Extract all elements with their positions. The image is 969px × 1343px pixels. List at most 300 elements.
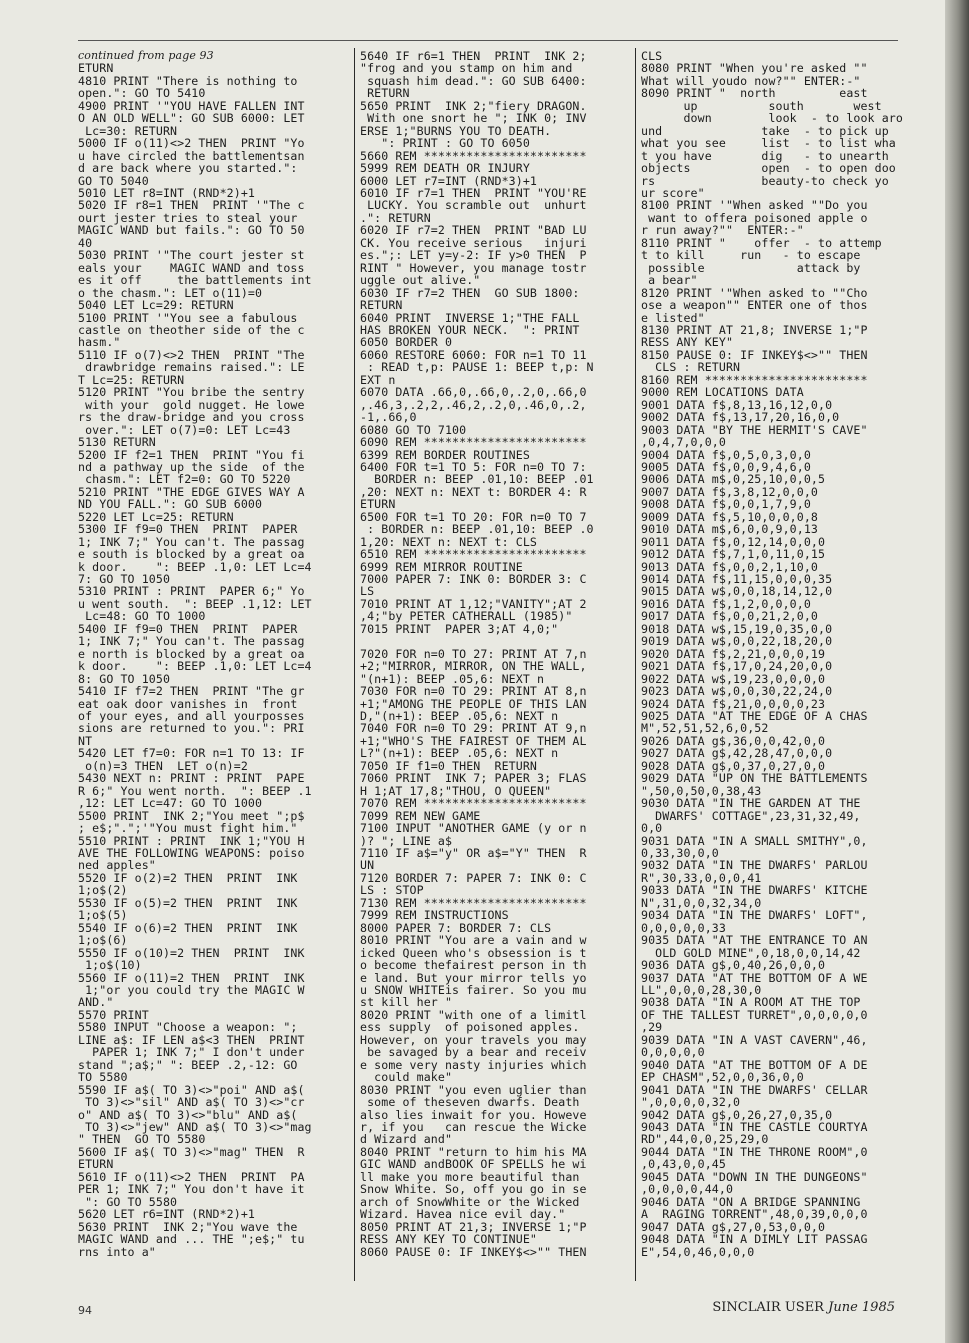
code-line: 9009 DATA f$,5,10,0,0,0,8 [641, 509, 819, 524]
code-line: open.": GO TO 5410 [78, 86, 206, 101]
code-line [360, 635, 628, 647]
code-line: 9048 DATA "IN A DIMLY LIT PASSAG [641, 1232, 868, 1247]
code-line: EXT n [360, 372, 396, 387]
code-line: 5110 IF o(7)<>2 THEN PRINT "The [78, 347, 305, 362]
code-line: ,0,4,7,0,0,0 [641, 435, 726, 450]
code-line: up south west [641, 98, 882, 113]
code-line: 6010 IF r7=1 THEN PRINT "YOU'RE [360, 185, 587, 200]
code-line: ose a weapon"" ENTER one of thos [641, 298, 868, 313]
code-line: 6080 GO TO 7100 [360, 422, 467, 437]
code-line: 9022 DATA w$,19,23,0,0,0,0 [641, 671, 826, 686]
code-line: 0,0,0,0,0,33 [641, 920, 726, 935]
code-line: A RAGING TORRENT",48,0,39,0,0,0 [641, 1207, 868, 1222]
code-line: 7030 FOR n=0 TO 29: PRINT AT 8,n [360, 684, 587, 699]
code-line: be savaged by a bear and receiv [360, 1045, 587, 1060]
code-line: TO 3)<>"jew" AND a$( TO 3)<>"mag [78, 1119, 312, 1134]
code-line: 9005 DATA f$,0,0,9,4,6,0 [641, 459, 811, 474]
code-line: 5220 LET Lc=25: RETURN [78, 509, 234, 524]
listing-column-1 [78, 50, 346, 1280]
code-line: ,29 [641, 1020, 663, 1035]
code-line: st kill her " [360, 995, 453, 1010]
code-line: 7120 BORDER 7: PAPER 7: INK 0: C [360, 870, 587, 885]
code-line: 9004 DATA f$,0,5,0,3,0,0 [641, 447, 811, 462]
code-line: 5310 PRINT : PRINT PAPER 6;" Yo [78, 584, 305, 599]
code-line: 5500 PRINT INK 2;"You meet ";p$ [78, 808, 305, 823]
code-line: 6070 DATA .66,0,.66,0,.2,0,.66,0 [360, 385, 587, 400]
code-line: 1;"or you could try the MAGIC W [78, 982, 305, 997]
code-line: rns into a" [78, 1244, 156, 1259]
code-line: LUCKY. You scramble out unhurt [360, 198, 587, 213]
code-line: ND YOU FALL.": GO SUB 6000 [78, 497, 263, 512]
code-line: 8: GO TO 1050 [78, 671, 171, 686]
code-line: : BORDER n: BEEP .01,10: BEEP .0 [360, 522, 594, 537]
publication-name: SINCLAIR USER [712, 1300, 824, 1315]
code-line: 5660 REM *********************** [360, 148, 587, 163]
code-line: BORDER n: BEEP .01,10: BEEP .01 [360, 472, 594, 487]
code-line: What will youdo now?"" ENTER:-" [641, 73, 861, 88]
code-line: 5600 IF a$( TO 3)<>"mag" THEN R [78, 1144, 305, 1159]
code-line: RD",44,0,0,25,29,0 [641, 1132, 769, 1147]
code-line: 7110 IF a$="y" OR a$="Y" THEN R [360, 846, 587, 860]
code-line: DWARFS' COTTAGE",23,31,32,49, [641, 808, 861, 823]
code-line: t to kill run - to escape [641, 248, 861, 263]
code-line: M",52,51,52,6,0,52 [641, 721, 769, 736]
code-line: 8090 PRINT " north east [641, 86, 868, 101]
code-line: 5420 LET f7=0: FOR n=1 TO 13: IF [78, 746, 305, 761]
code-line: rs the draw-bridge and you cross [78, 410, 305, 425]
code-line: 4810 PRINT "There is nothing to [78, 73, 298, 88]
code-line: e north is blocked by a great oa [78, 646, 305, 661]
code-line: 7050 IF f1=0 THEN RETURN [360, 758, 538, 773]
code-line: 9043 DATA "IN THE CASTLE COURTYA [641, 1119, 868, 1134]
listing-column-2 [360, 50, 628, 1280]
code-line: d Wizard and" [360, 1132, 453, 1147]
code-line: k door. ": BEEP .1,0: LET Lc=4 [78, 659, 312, 674]
code-line: LINE a$: IF LEN a$<3 THEN PRINT [78, 1032, 305, 1047]
code-line: 9000 REM LOCATIONS DATA [641, 385, 804, 400]
code-line: 8050 PRINT AT 21,3; INVERSE 1;"P [360, 1219, 587, 1234]
code-line: 5000 IF o(11)<>2 THEN PRINT "Yo [78, 136, 305, 151]
code-line: u have circled the battlementsan [78, 148, 305, 163]
code-line: 5010 LET r8=INT (RND*2)+1 [78, 185, 256, 200]
code-line: 9003 DATA "BY THE HERMIT'S CAVE" [641, 422, 868, 437]
code-line: ,0,43,0,0,45 [641, 1157, 726, 1172]
code-line: 1;o$(10) [78, 958, 142, 973]
code-line: OF THE TALLEST TURRET",0,0,0,0,0 [641, 1007, 868, 1022]
code-line: ERSE 1;"BURNS YOU TO DEATH. [360, 123, 552, 138]
code-line: AVE THE FOLLOWING WEAPONS: poiso [78, 846, 305, 860]
code-line: 9030 DATA "IN THE GARDEN AT THE [641, 796, 861, 811]
code-line: 6030 IF r7=2 THEN GO SUB 1800: [360, 285, 580, 300]
code-line: 7100 INPUT "ANOTHER GAME (y or n [360, 821, 587, 836]
code-line: down look - to look aro [641, 111, 903, 126]
code-line: 5999 REM DEATH OR INJURY [360, 161, 530, 176]
code-line: 9047 DATA g$,27,0,53,0,0,0 [641, 1219, 826, 1234]
code-line: eat oak door vanishes in front [78, 696, 298, 711]
code-line: " THEN GO TO 5580 [78, 1132, 206, 1147]
code-line: 9001 DATA f$,8,13,16,12,0,0 [641, 397, 833, 412]
code-line: d are back where you started.": [78, 161, 298, 176]
code-line: 9010 DATA m$,6,0,0,9,0,13 [641, 522, 819, 537]
code-line: hasm." [78, 335, 121, 350]
code-line: ,0,0,0,0,44,0 [641, 1182, 734, 1197]
code-line: GIC WAND andBOOK OF SPELLS he wi [360, 1157, 587, 1172]
code-line: eals your MAGIC WAND and toss [78, 260, 305, 275]
code-line: HAS BROKEN YOUR NECK. ": PRINT [360, 322, 580, 337]
code-line: ll make you more beautiful than [360, 1169, 580, 1184]
code-line: objects open - to open doo [641, 161, 896, 176]
code-line: LL",0,0,0,28,30,0 [641, 982, 762, 997]
code-line: 6040 PRINT INVERSE 1;"THE FALL [360, 310, 580, 325]
code-line: 8010 PRINT "You are a vain and w [360, 933, 587, 948]
code-line: 8000 PAPER 7: BORDER 7: CLS [360, 920, 552, 935]
code-line: 5540 IF o(6)=2 THEN PRINT INK [78, 920, 298, 935]
code-line: 9024 DATA f$,21,0,0,0,0,23 [641, 696, 826, 711]
code-line: 4900 PRINT '"YOU HAVE FALLEN INT [78, 98, 305, 113]
code-line: AND." [78, 995, 114, 1010]
code-line: 1,20: NEXT n: NEXT t: CLS [360, 534, 538, 549]
code-line: ",0,0,0,0,32,0 [641, 1095, 741, 1110]
code-line: 1; INK 7;" You can't. The passag [78, 634, 305, 649]
code-line: EP CHASM",52,0,0,36,0,0 [641, 1070, 804, 1085]
code-line: icked Queen who's obsession is t [360, 945, 587, 960]
code-line: 8030 PRINT "you even uglier than [360, 1082, 587, 1097]
code-line: 7010 PRINT AT 1,12;"VANITY";AT 2 [360, 596, 587, 611]
code-line: u SNOW WHITEis fairer. So you mu [360, 982, 587, 997]
code-line: 6020 IF r7=2 THEN PRINT "BAD LU [360, 223, 587, 238]
code-line: 9021 DATA f$,17,0,24,20,0,0 [641, 659, 833, 674]
code-line: 6400 FOR t=1 TO 5: FOR n=0 TO 7: [360, 459, 587, 474]
code-line: es it off the battlements int [78, 273, 312, 288]
code-line: 9012 DATA f$,7,1,0,11,0,15 [641, 547, 826, 562]
code-line: "frog and you stamp on him and [360, 61, 573, 76]
code-line: 7015 PRINT PAPER 3;AT 4,0;" [360, 621, 559, 636]
code-line: es.";: LET y=y-2: IF y>0 THEN P [360, 248, 587, 263]
code-line: what you see list - to list wha [641, 136, 896, 151]
code-line: LS : STOP [360, 883, 424, 898]
code-line: 9038 DATA "IN A ROOM AT THE TOP [641, 995, 861, 1010]
code-line: ; e$;".";'"You must fight him." [78, 821, 298, 836]
code-line: 8080 PRINT "When you're asked "" [641, 61, 868, 76]
code-line: Lc=30: RETURN [78, 123, 178, 138]
page-edge-shadow [945, 0, 969, 1343]
code-line: 7099 REM NEW GAME [360, 808, 481, 823]
code-line: o(n)=3 THEN LET o(n)=2 [78, 758, 248, 773]
listing-column-3 [641, 50, 907, 1280]
code-line: u went south. ": BEEP .1,12: LET [78, 596, 312, 611]
code-line: 9017 DATA f$,0,0,21,2,0,0 [641, 609, 819, 624]
code-line: 8120 PRINT '"When asked to ""Cho [641, 285, 868, 300]
code-line: -1,.66,0 [360, 410, 417, 425]
code-line: 5630 PRINT INK 2;"You wave the [78, 1219, 298, 1234]
code-line: ,.46,3,.2,2,.46,2,.2,0,.46,0,.2, [360, 397, 587, 412]
code-line: 6500 FOR t=1 TO 20: FOR n=0 TO 7 [360, 509, 587, 524]
code-line: 9014 DATA f$,11,15,0,0,0,35 [641, 572, 833, 587]
code-line: 6510 REM *********************** [360, 547, 587, 562]
code-line: CLS : RETURN [641, 360, 741, 375]
code-line: 40 [78, 235, 93, 250]
code-line: o become thefairest person in th [360, 958, 587, 973]
code-line: However, on your travels you may [360, 1032, 587, 1047]
code-line: LS [360, 584, 375, 599]
code-line: 5410 IF f7=2 THEN PRINT "The gr [78, 684, 305, 699]
code-line: 9032 DATA "IN THE DWARFS' PARLOU [641, 858, 868, 873]
code-line: ": PRINT : GO TO 6050 [360, 136, 530, 151]
code-line: PAPER 1; INK 7;" I don't under [78, 1045, 305, 1060]
code-line: PER 1; INK 7;" You don't have it [78, 1182, 305, 1197]
code-line: .": RETURN [360, 210, 431, 225]
code-line: 6060 RESTORE 6060: FOR n=1 TO 11 [360, 347, 587, 362]
code-line: 9035 DATA "AT THE ENTRANCE TO AN [641, 933, 868, 948]
code-line: 9025 DATA "AT THE EDGE OF A CHAS [641, 709, 868, 724]
code-line: could make" [360, 1070, 453, 1085]
code-line: 9018 DATA w$,15,19,0,35,0,0 [641, 621, 833, 636]
code-line: RETURN [360, 86, 410, 101]
code-line: 9045 DATA "DOWN IN THE DUNGEONS" [641, 1169, 868, 1184]
code-line: MAGIC WAND and ... THE ";e$;" tu [78, 1232, 305, 1247]
code-line: 9002 DATA f$,13,17,20,16,0,0 [641, 410, 840, 425]
code-line: 9034 DATA "IN THE DWARFS' LOFT", [641, 908, 868, 923]
code-line: drawbridge remains raised.": LE [78, 360, 305, 375]
code-line: With one snort he "; INK 0; INV [360, 111, 587, 126]
code-line: ,4;"by PETER CATHERALL (1985)" [360, 609, 573, 624]
code-line: uggle out alive." [360, 273, 481, 288]
code-line: NT [78, 733, 93, 748]
code-line: stand ";a$;" ": BEEP .2,-12: GO [78, 1057, 298, 1072]
code-line: 8100 PRINT '"When asked ""Do you [641, 198, 868, 213]
code-line: MAGIC WAND but fails.": GO TO 50 [78, 223, 305, 238]
code-line: 5650 PRINT INK 2;"fiery DRAGON. [360, 98, 587, 113]
code-line: D,"(n+1): BEEP .05,6: NEXT n [360, 709, 559, 724]
code-line: 9042 DATA g$,0,26,27,0,35,0 [641, 1107, 833, 1122]
code-line: R 6;" You went north. ": BEEP .1 [78, 783, 312, 798]
code-line: 9041 DATA "IN THE DWARFS' CELLAR [641, 1082, 868, 1097]
code-line: und take - to pick up [641, 123, 889, 138]
code-line: 7070 REM *********************** [360, 796, 587, 811]
code-line: 5610 IF o(11)<>2 THEN PRINT PA [78, 1169, 305, 1184]
code-line: 6999 REM MIRROR ROUTINE [360, 559, 523, 574]
code-line: 7130 REM *********************** [360, 895, 587, 910]
code-line: 0,0,0,0,0 [641, 1045, 705, 1060]
code-line: 5020 IF r8=1 THEN PRINT '"The c [78, 198, 305, 213]
code-line: e some very nasty injuries which [360, 1057, 587, 1072]
code-line: : READ t,p: PAUSE 1: BEEP t,p: N [360, 360, 594, 375]
code-line: 1;o$(2) [78, 883, 128, 898]
code-line: possible attack by [641, 260, 861, 275]
code-line: ,20: NEXT n: NEXT t: BORDER 4: R [360, 484, 587, 499]
publication-footer [712, 1300, 895, 1315]
code-line: CLS [641, 50, 663, 63]
code-line: L?"(n+1): BEEP .05,6: NEXT n [360, 746, 559, 761]
code-line: 5130 RETURN [78, 435, 156, 450]
code-line: 8110 PRINT " offer - to attemp [641, 235, 882, 250]
code-line: UN [360, 858, 375, 873]
code-line: 5200 IF f2=1 THEN PRINT "You fi [78, 447, 305, 462]
code-line: ": GO TO 5580 [78, 1194, 178, 1209]
code-line: 9020 DATA f$,2,21,0,0,0,19 [641, 646, 826, 661]
top-rule [78, 40, 898, 41]
code-line: castle on theother side of the c [78, 322, 305, 337]
code-line: ess supply of poisoned apples. [360, 1020, 580, 1035]
code-line: 9011 DATA f$,0,12,14,0,0,0 [641, 534, 826, 549]
code-line: 9008 DATA f$,0,0,1,7,9,0 [641, 497, 811, 512]
code-line: 6000 LET r7=INT (RND*3)+1 [360, 173, 538, 188]
code-line: )? "; LINE a$ [360, 833, 453, 848]
code-line: T Lc=25: RETURN [78, 372, 185, 387]
code-line: o the chasm.": LET o(11)=0 [78, 285, 263, 300]
code-line: RETURN [360, 298, 403, 313]
code-line: ,12: LET Lc=47: GO TO 1000 [78, 796, 263, 811]
code-line: 5550 IF o(10)=2 THEN PRINT INK [78, 945, 305, 960]
code-line: ETURN [360, 497, 396, 512]
continued-note: continued from page 93 [78, 50, 214, 62]
code-line: 1;o$(5) [78, 908, 128, 923]
code-line: Snow White. So, off you go in se [360, 1182, 587, 1197]
code-line: 8160 REM *********************** [641, 372, 868, 387]
code-line: arch of SnowWhite or the Wicked [360, 1194, 580, 1209]
code-line: a bear" [641, 273, 698, 288]
code-line: 9015 DATA w$,0,0,18,14,12,0 [641, 584, 833, 599]
code-line: +1;"WHO'S THE FAIREST OF THEM AL [360, 733, 587, 748]
code-line: 5640 IF r6=1 THEN PRINT INK 2; [360, 50, 587, 63]
code-line: TO 5580 [78, 1070, 128, 1085]
code-line: with your gold nugget. He lowe [78, 397, 305, 412]
code-line: 5100 PRINT '"You see a fabulous [78, 310, 298, 325]
code-line: Lc=48: GO TO 1000 [78, 609, 206, 624]
code-line: 9046 DATA "ON A BRIDGE SPANNING [641, 1194, 861, 1209]
code-line: 9027 DATA g$,42,28,47,0,0,0 [641, 746, 833, 761]
code-line: chasm.": LET f2=0: GO TO 5220 [78, 472, 291, 487]
code-line: 5430 NEXT n: PRINT : PRINT PAPE [78, 771, 305, 786]
column-divider [354, 48, 355, 1281]
code-line: 7000 PAPER 7: INK 0: BORDER 3: C [360, 572, 587, 587]
code-line: 9029 DATA "UP ON THE BATTLEMENTS [641, 771, 868, 786]
code-line: 6090 REM *********************** [360, 435, 587, 450]
code-line: r, if you can rescue the Wicke [360, 1119, 587, 1134]
code-line: 9019 DATA w$,0,0,22,18,20,0 [641, 634, 833, 649]
code-line: 0,33,30,0,0 [641, 846, 719, 860]
code-line: 9031 DATA "IN A SMALL SMITHY",0, [641, 833, 868, 848]
code-line: ",50,0,50,0,38,43 [641, 783, 762, 798]
code-line: RESS ANY KEY TO CONTINUE" [360, 1232, 538, 1247]
page-number: 94 [78, 1304, 92, 1317]
issue-date: June 1985 [828, 1300, 895, 1315]
code-line: ETURN [78, 61, 114, 76]
code-line: k door. ": BEEP .1,0: LET Lc=4 [78, 559, 312, 574]
code-line: also lies inwait for you. Howeve [360, 1107, 587, 1122]
code-line: e listed" [641, 310, 705, 325]
code-line: R",30,33,0,0,0,41 [641, 870, 762, 885]
code-line: squash him dead.": GO SUB 6400: [360, 73, 587, 88]
code-line: 7040 FOR n=0 TO 29: PRINT AT 9,n [360, 721, 587, 736]
code-line: 1; INK 7;" You can't. The passag [78, 534, 305, 549]
code-line: ned apples" [78, 858, 156, 873]
code-line: want to offera poisoned apple o [641, 210, 868, 225]
code-line: 6399 REM BORDER ROUTINES [360, 447, 530, 462]
code-line: 8130 PRINT AT 21,8; INVERSE 1;"P [641, 322, 868, 337]
column-divider [635, 48, 636, 1281]
code-line: 9016 DATA f$,1,2,0,0,0,0 [641, 596, 811, 611]
code-line: 7020 FOR n=0 TO 27: PRINT AT 7,n [360, 646, 587, 661]
code-line: GO TO 5040 [78, 173, 149, 188]
code-line: 9028 DATA g$,0,37,0,27,0,0 [641, 758, 826, 773]
code-line: sions are returned to you.": PRI [78, 721, 305, 736]
code-line: 9013 DATA f$,0,0,2,1,10,0 [641, 559, 819, 574]
code-line: t you have dig - to unearth [641, 148, 889, 163]
code-line: ETURN [78, 1157, 114, 1172]
code-line: 5120 PRINT "You bribe the sentry [78, 385, 305, 400]
code-line: 5520 IF o(2)=2 THEN PRINT INK [78, 870, 298, 885]
code-line: nd a pathway up the side of the [78, 459, 305, 474]
code-line: 9044 DATA "IN THE THRONE ROOM",0 [641, 1144, 868, 1159]
code-line: 5300 IF f9=0 THEN PRINT PAPER [78, 522, 298, 537]
code-line: 9036 DATA g$,0,40,26,0,0,0 [641, 958, 826, 973]
code-line: Wizard. Havea nice evil day." [360, 1207, 566, 1222]
code-line: 8020 PRINT "with one of a limitl [360, 1007, 587, 1022]
code-line: 5510 PRINT : PRINT INK 1;"YOU H [78, 833, 305, 848]
code-line: OLD GOLD MINE",0,18,0,0,14,42 [641, 945, 861, 960]
code-line: RESS ANY KEY" [641, 335, 734, 350]
code-line: 5560 IF o(11)=2 THEN PRINT INK [78, 970, 305, 985]
code-line: "(n+1): BEEP .05,6: NEXT n [360, 671, 545, 686]
code-line: 5530 IF o(5)=2 THEN PRINT INK [78, 895, 298, 910]
code-line: 9007 DATA f$,3,8,12,0,0,0 [641, 484, 819, 499]
code-line: 8060 PAUSE 0: IF INKEY$<>"" THEN [360, 1244, 587, 1259]
code-line: of your eyes, and all yourposses [78, 709, 305, 724]
code-line: 5570 PRINT [78, 1007, 149, 1022]
code-line: RINT " However, you manage tostr [360, 260, 587, 275]
code-line: e south is blocked by a great oa [78, 547, 305, 562]
code-line: 6050 BORDER 0 [360, 335, 453, 350]
code-line: O AN OLD WELL": GO SUB 6000: LET [78, 111, 305, 126]
code-line: 9040 DATA "AT THE BOTTOM OF A DE [641, 1057, 868, 1072]
code-line: 7060 PRINT INK 7; PAPER 3; FLAS [360, 771, 587, 786]
code-line: 5620 LET r6=INT (RND*2)+1 [78, 1207, 256, 1222]
code-line: ourt jester tries to steal your [78, 210, 298, 225]
code-line: 9039 DATA "IN A VAST CAVERN",46, [641, 1032, 868, 1047]
code-line: 5400 IF f9=0 THEN PRINT PAPER [78, 621, 298, 636]
code-line: 1;o$(6) [78, 933, 128, 948]
code-line: 5580 INPUT "Choose a weapon: "; [78, 1020, 298, 1035]
code-line: 9023 DATA w$,0,0,30,22,24,0 [641, 684, 833, 699]
code-line: o" AND a$( TO 3)<>"blu" AND a$( [78, 1107, 298, 1122]
code-line: 9037 DATA "AT THE BOTTOM OF A WE [641, 970, 868, 985]
code-line: 9026 DATA g$,36,0,0,42,0,0 [641, 733, 826, 748]
code-line: ur score" [641, 185, 705, 200]
code-line: rs beauty-to check yo [641, 173, 889, 188]
code-line: 8150 PAUSE 0: IF INKEY$<>"" THEN [641, 347, 868, 362]
code-line: CK. You receive serious injuri [360, 235, 587, 250]
code-line: 0,0 [641, 821, 663, 836]
code-line: 5210 PRINT "THE EDGE GIVES WAY A [78, 484, 305, 499]
code-line: e land. But your mirror tells yo [360, 970, 587, 985]
code-line: H 1;AT 17,8;"THOU, O QUEEN" [360, 783, 552, 798]
code-line: 7: GO TO 1050 [78, 572, 171, 587]
code-line: 5030 PRINT '"The court jester st [78, 248, 305, 263]
code-line: 5590 IF a$( TO 3)<>"poi" AND a$( [78, 1082, 305, 1097]
code-line: N",31,0,0,32,34,0 [641, 895, 762, 910]
code-line: some of theseven dwarfs. Death [360, 1095, 580, 1110]
code-line: over.": LET o(7)=0: LET Lc=43 [78, 422, 291, 437]
code-line: 9006 DATA m$,0,25,10,0,0,5 [641, 472, 826, 487]
code-line: +2;"MIRROR, MIRROR, ON THE WALL, [360, 659, 587, 674]
code-line: 5040 LET Lc=29: RETURN [78, 298, 234, 313]
code-line: 9033 DATA "IN THE DWARFS' KITCHE [641, 883, 868, 898]
code-line: 7999 REM INSTRUCTIONS [360, 908, 509, 923]
code-line: 8040 PRINT "return to him his MA [360, 1144, 587, 1159]
code-line: TO 3)<>"sil" AND a$( TO 3)<>"cr [78, 1095, 305, 1110]
code-line: +1;"AMONG THE PEOPLE OF THIS LAN [360, 696, 587, 711]
